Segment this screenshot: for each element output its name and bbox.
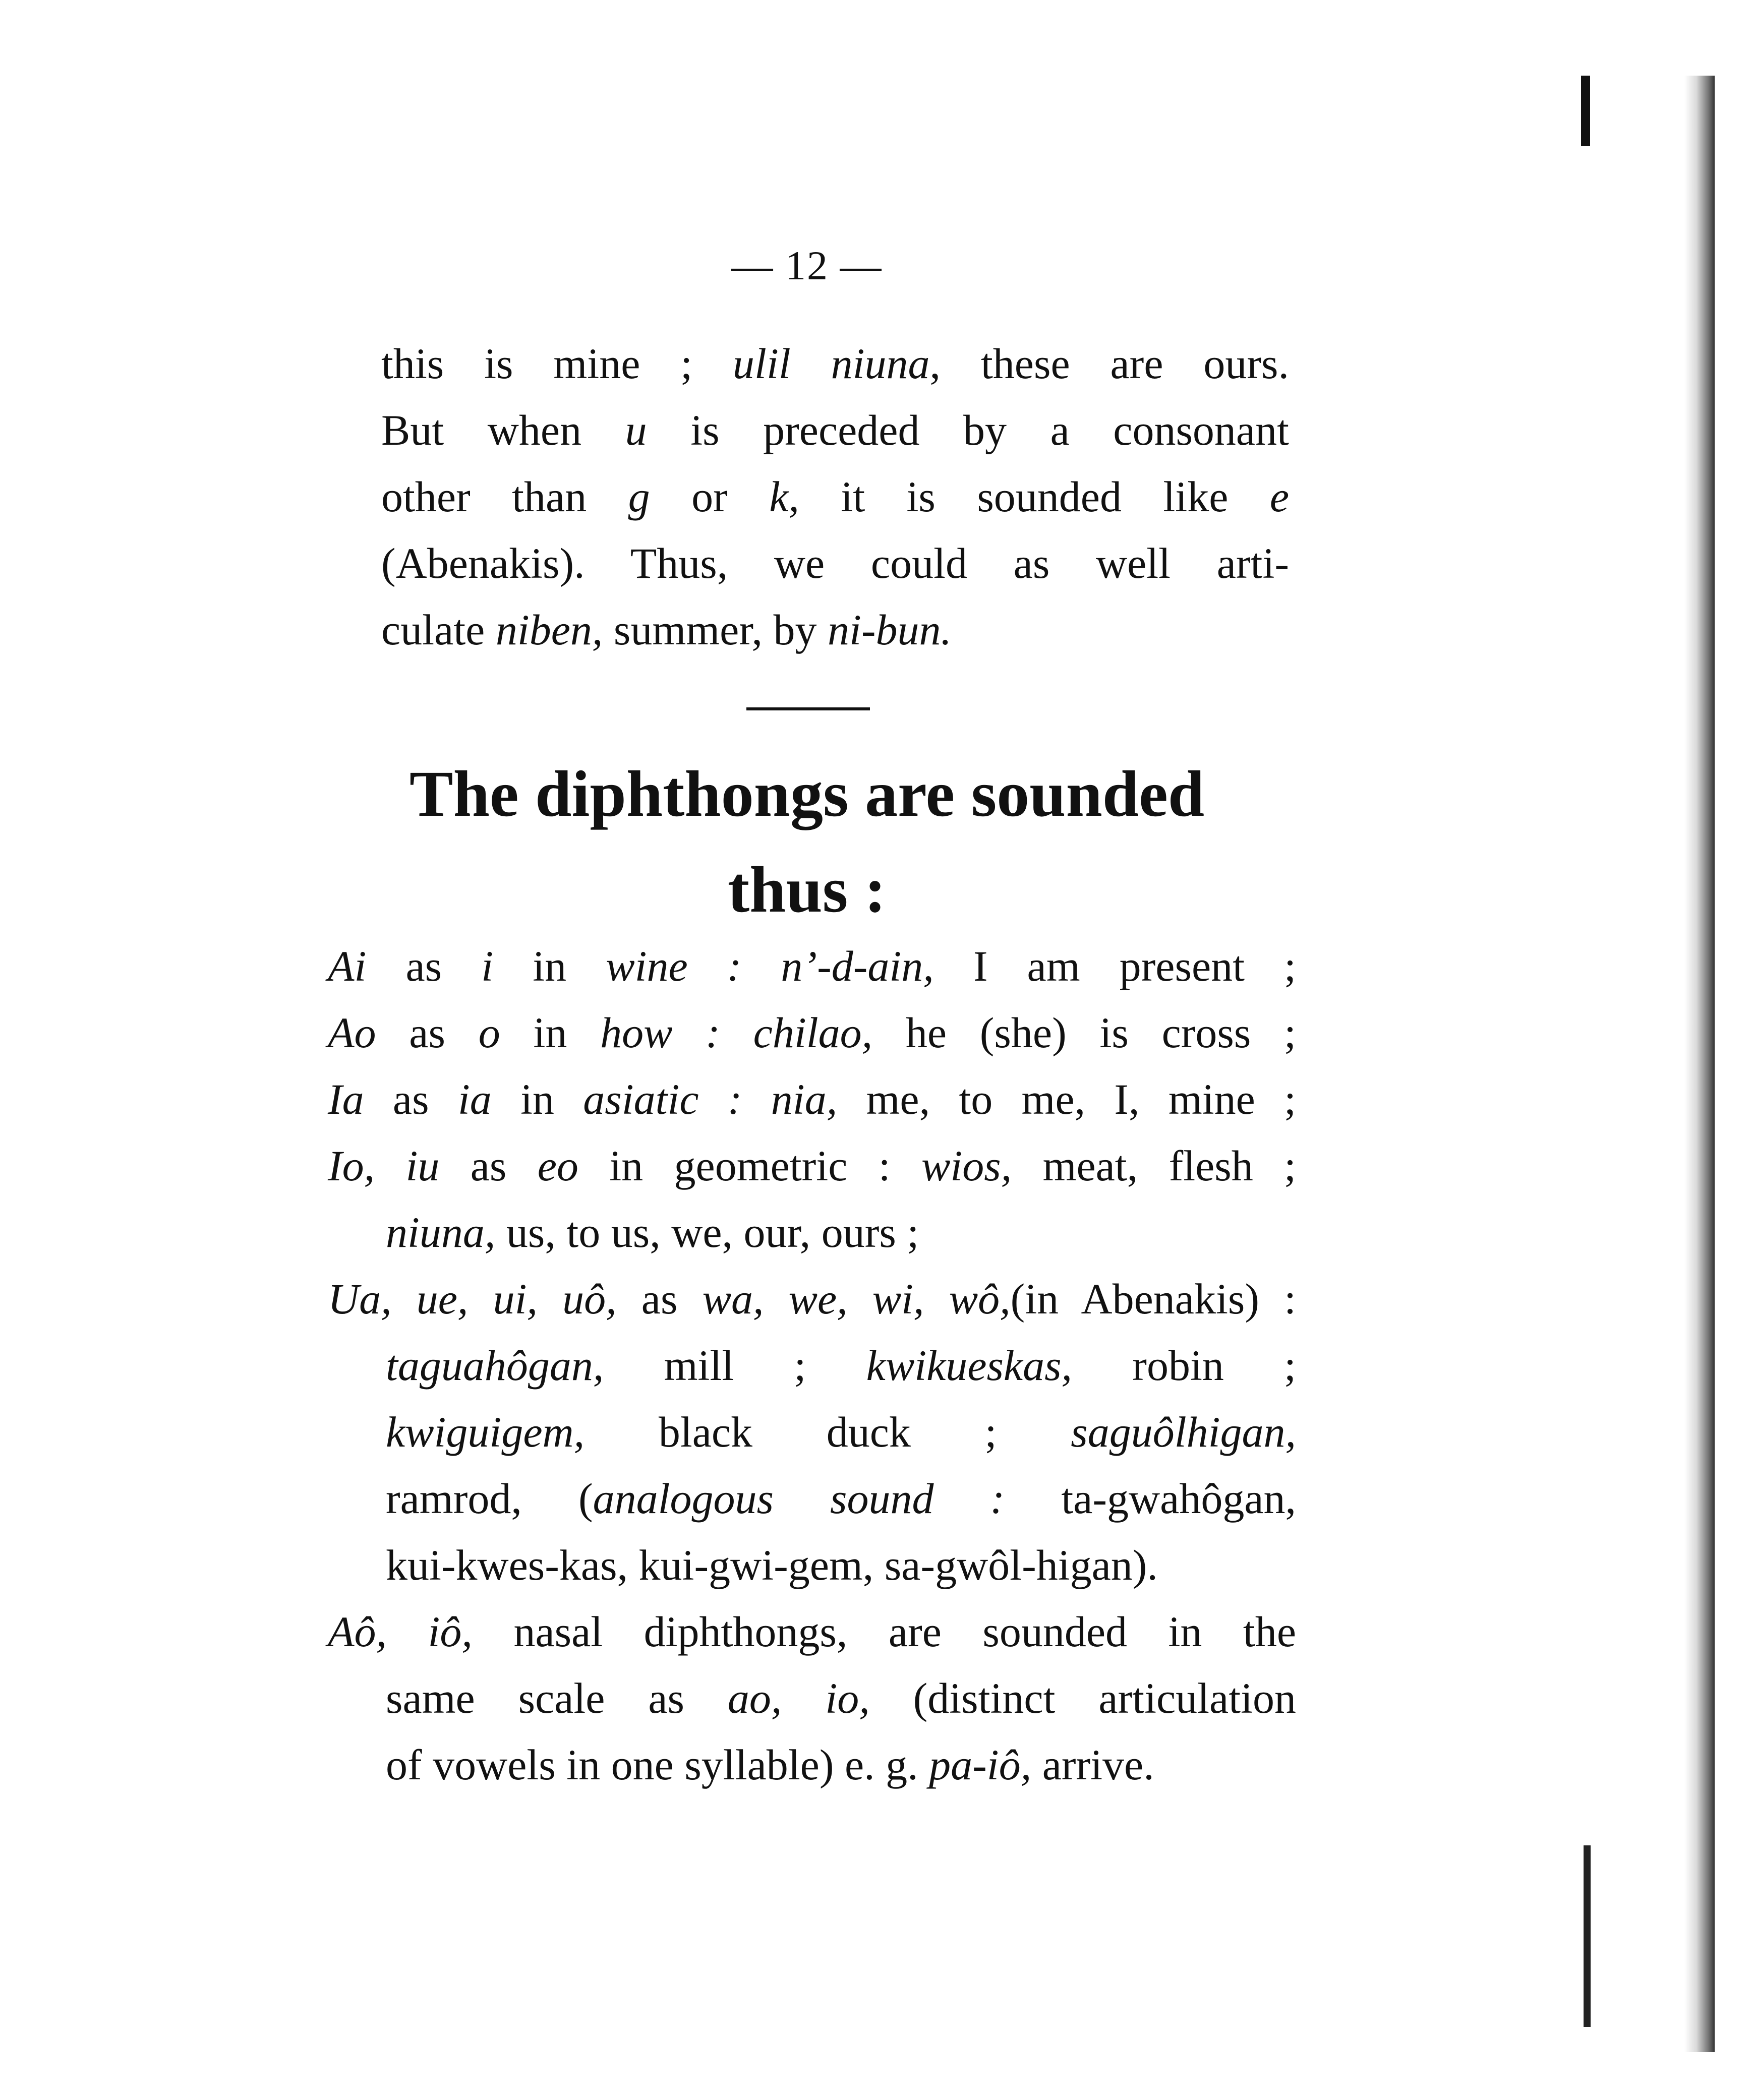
italic-term: eo: [537, 1142, 578, 1190]
italic-term: g: [628, 472, 650, 521]
italic-term: e: [1269, 472, 1289, 521]
italic-term: ia: [457, 1075, 492, 1123]
text-run: kui-kwes-kas, kui-gwi-gem, sa-gwôl-higan).: [386, 1541, 1158, 1589]
italic-term: taguahôgan,: [386, 1341, 604, 1390]
italic-term: how : chilao,: [600, 1008, 873, 1057]
text-run: culate: [381, 606, 496, 654]
entry-first-line: [328, 999, 1296, 1066]
entry-continuation-line: [328, 1532, 1296, 1598]
text-run: us, to us, we, our, ours ;: [495, 1208, 919, 1256]
entry-first-line: [328, 1066, 1296, 1132]
italic-term: niuna,: [386, 1208, 496, 1256]
text-run: this is mine ;: [381, 339, 733, 388]
text-run: or: [650, 472, 770, 521]
text-run: same scale as: [386, 1674, 728, 1722]
entry-continuation-line: [328, 1665, 1296, 1731]
section-divider: [746, 707, 870, 710]
text-run: arrive.: [1031, 1741, 1154, 1789]
scan-artifact: [1584, 1845, 1591, 2027]
italic-term: Aô, iô,: [328, 1607, 473, 1656]
text-run: as: [376, 1008, 479, 1057]
italic-term: ulil niuna: [733, 339, 930, 388]
entry-first-line: [328, 933, 1296, 999]
text-run: summer, by: [603, 606, 828, 654]
italic-term: wios,: [921, 1142, 1012, 1190]
diphthong-entry: [328, 999, 1296, 1066]
italic-term: u: [625, 406, 647, 454]
italic-term: kwikueskas,: [866, 1341, 1073, 1390]
diphthong-entry: [328, 1598, 1296, 1798]
text-run: ta-gwahôgan,: [1005, 1474, 1296, 1523]
italic-term: Io, iu: [328, 1142, 440, 1190]
italic-term: niben,: [495, 606, 603, 654]
text-run: he (she) is cross ;: [872, 1008, 1296, 1057]
italic-term: asiatic : nia,: [583, 1075, 838, 1123]
text-run: But when: [381, 406, 625, 454]
entry-continuation-line: [328, 1399, 1296, 1465]
diphthong-list: [328, 933, 1296, 1798]
text-run: is preceded by a consonant: [647, 406, 1289, 454]
text-run: I am present ;: [933, 942, 1296, 990]
italic-term: o: [478, 1008, 500, 1057]
italic-term: Ia: [328, 1075, 364, 1123]
intro-line: [381, 596, 1289, 663]
intro-line: [381, 463, 1289, 530]
intro-paragraph: [381, 330, 1289, 663]
section-heading: [303, 746, 1311, 938]
text-run: as: [364, 1075, 458, 1123]
diphthong-entry: [328, 1066, 1296, 1132]
italic-term: ao, io,: [727, 1674, 870, 1722]
text-run: (distinct articulation: [869, 1674, 1296, 1722]
text-run: black duck ;: [585, 1408, 1071, 1456]
text-run: in: [491, 1075, 583, 1123]
italic-term: pa-iô,: [929, 1741, 1032, 1789]
italic-term: kwiguigem,: [386, 1408, 585, 1456]
text-run: in: [493, 942, 606, 990]
text-run: me, to me, I, mine ;: [837, 1075, 1296, 1123]
text-run: , these are ours.: [929, 339, 1289, 388]
text-run: robin ;: [1072, 1341, 1296, 1390]
entry-continuation-line: [328, 1731, 1296, 1798]
italic-term: ni-bun.: [828, 606, 952, 654]
heading-line: The diphthongs are sounded: [409, 758, 1205, 830]
diphthong-entry: [328, 1132, 1296, 1266]
entry-first-line: [328, 1266, 1296, 1332]
text-run: mill ;: [604, 1341, 866, 1390]
italic-term: i: [481, 942, 494, 990]
text-run: meat, flesh ;: [1012, 1142, 1296, 1190]
text-run: other than: [381, 472, 628, 521]
intro-line: [381, 397, 1289, 463]
text-run: in geometric :: [578, 1142, 921, 1190]
text-run: ramrod, (: [386, 1474, 593, 1523]
text-run: in: [500, 1008, 601, 1057]
italic-term: analogous sound :: [593, 1474, 1005, 1523]
entry-first-line: [328, 1598, 1296, 1665]
italic-term: Ai: [328, 942, 367, 990]
heading-line: thus :: [727, 854, 887, 926]
italic-term: wa, we, wi, wô,: [702, 1275, 1011, 1323]
text-run: it is sounded like: [799, 472, 1270, 521]
text-run: as: [616, 1275, 703, 1323]
italic-term: saguôlhigan,: [1071, 1408, 1296, 1456]
italic-term: k,: [769, 472, 799, 521]
text-run: as: [439, 1142, 538, 1190]
scan-edge-shadow: [1684, 76, 1715, 2052]
diphthong-entry: [328, 1266, 1296, 1598]
text-run: of vowels in one syllable) e. g.: [386, 1741, 929, 1789]
entry-first-line: [328, 1132, 1296, 1199]
entry-continuation-line: [328, 1332, 1296, 1399]
italic-term: wine : n’-d-ain,: [606, 942, 934, 990]
intro-line: [381, 330, 1289, 397]
page-number: — 12 —: [731, 243, 883, 288]
entry-continuation-line: [328, 1199, 1296, 1266]
italic-term: Ua, ue, ui, uô,: [328, 1275, 617, 1323]
entry-continuation-line: [328, 1465, 1296, 1532]
text-run: (Abenakis). Thus, we could as well arti-: [381, 539, 1289, 587]
diphthong-entry: [328, 933, 1296, 999]
scan-artifact: [1581, 76, 1590, 146]
text-run: as: [366, 942, 482, 990]
intro-line: [381, 530, 1289, 596]
italic-term: Ao: [328, 1008, 376, 1057]
text-run: nasal diphthongs, are sounded in the: [472, 1607, 1296, 1656]
text-run: (in Abenakis) :: [1010, 1275, 1297, 1323]
